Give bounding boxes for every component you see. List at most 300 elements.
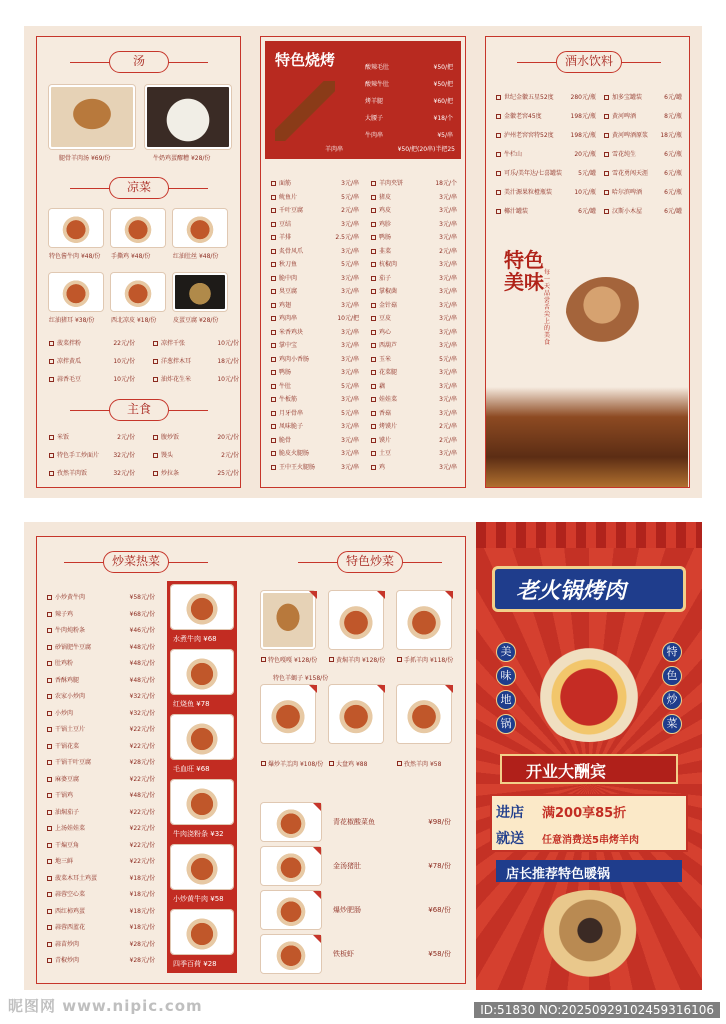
checkbox-icon — [371, 222, 376, 227]
item-price: 3元/串 — [341, 328, 359, 336]
item-name: 地三鲜 — [55, 858, 74, 865]
special-dish-photo — [261, 591, 315, 649]
bbq-item — [371, 355, 457, 365]
item-name: 鱿鱼片 — [279, 193, 298, 201]
item-name: 油炸花生米 — [161, 376, 192, 383]
checkbox-icon — [47, 744, 52, 749]
item-name: 青花椒酸菜鱼 — [333, 818, 375, 826]
checkbox-icon — [604, 133, 609, 138]
checkbox-icon — [271, 465, 276, 470]
special-dish-photo — [329, 685, 383, 743]
checkbox-icon — [271, 208, 276, 213]
item-name: 黄河啤酒 — [612, 113, 637, 120]
soup-photo-1 — [49, 85, 135, 149]
item-name: 干锅土豆片 — [55, 726, 86, 733]
poster-tag-right: 特 — [662, 642, 682, 662]
bbq-item — [271, 463, 359, 473]
item-price: 3元/串 — [341, 436, 359, 444]
checkbox-icon — [371, 316, 376, 321]
item-name: 米饭 — [57, 434, 70, 441]
checkbox-icon — [49, 341, 54, 346]
item-price: ¥22元/份 — [129, 858, 155, 865]
poster-title: 老火锅烤肉 — [516, 578, 627, 604]
bbq-item — [371, 206, 457, 216]
item-name: 金汤猪肚 — [333, 862, 361, 870]
item-price: 3元/串 — [439, 342, 457, 349]
bbq-item — [371, 301, 457, 311]
stirfry-item — [47, 775, 155, 785]
item-price: 3元/串 — [341, 301, 359, 309]
dish-price: ¥68 — [196, 765, 210, 773]
checkbox-icon — [371, 208, 376, 213]
item-name: 鸡皮 — [379, 207, 392, 214]
item-price: 3元/串 — [341, 247, 359, 255]
item-price: 18元/份 — [217, 358, 239, 365]
bbq-item — [271, 260, 359, 270]
checkbox-icon — [271, 316, 276, 321]
menu-sheet-bottom — [24, 522, 702, 990]
item-price: 3元/串 — [439, 234, 457, 241]
item-name: 香菇 — [379, 409, 392, 417]
item-name: 豆结 — [279, 220, 292, 228]
special-list-photo — [261, 935, 321, 973]
bbq-item — [371, 463, 457, 473]
drink-item — [496, 169, 596, 179]
checkbox-icon — [271, 330, 276, 335]
item-name: 月牙骨串 — [279, 409, 304, 417]
cold-list-item — [49, 339, 135, 349]
item-price: ¥48元/份 — [129, 660, 155, 667]
drink-item — [604, 150, 682, 160]
checkbox-icon — [371, 262, 376, 267]
checkbox-icon — [49, 359, 54, 364]
bbq-item — [371, 341, 457, 351]
cold-photo-caption — [49, 251, 100, 260]
item-price: ¥22元/份 — [129, 775, 155, 783]
item-name: 牛栏山 — [504, 151, 523, 158]
special-dish-caption — [397, 655, 453, 664]
panel-drinks — [485, 36, 690, 488]
drinks-title: 酒水饮料 — [556, 51, 622, 73]
watermark-left: 昵图网 www.nipic.com — [8, 997, 203, 1015]
item-price: ¥48元/份 — [129, 643, 155, 651]
checkbox-icon — [371, 411, 376, 416]
item-name: 菠菜拌粉 — [57, 340, 82, 347]
item-name: 干煸豆角 — [55, 841, 80, 849]
item-name: 世纪金徽五星52度 — [504, 94, 554, 101]
drink-item — [604, 207, 682, 217]
stirfry-item — [47, 791, 155, 801]
dish-price: ¥88 — [355, 761, 368, 768]
item-price: ¥18/个 — [433, 115, 453, 122]
item-name: 菠菜木耳土鸡蛋 — [55, 874, 98, 882]
item-name: 茄子 — [379, 274, 392, 282]
dish-price: ¥128/份 — [361, 657, 386, 664]
item-name: 韭菜 — [379, 247, 392, 255]
item-price: 3元/串 — [341, 355, 359, 363]
item-price: 3元/串 — [439, 193, 457, 201]
item-name: 脆骨 — [279, 436, 292, 444]
item-price: 3元/串 — [341, 423, 359, 430]
dish-price: ¥18/份 — [136, 317, 157, 324]
hot-dish-photo — [171, 910, 233, 954]
checkbox-icon — [271, 357, 276, 362]
corner-flag-icon — [313, 935, 321, 943]
item-price: 22元/份 — [113, 340, 135, 347]
special-list-item — [333, 905, 451, 915]
dish-name: 特色嘎嘎 — [268, 657, 293, 664]
checkbox-icon — [371, 357, 376, 362]
dish-name: 大盘鸡 — [336, 761, 355, 768]
item-price: ¥50/把 — [433, 81, 453, 88]
checkbox-icon — [604, 209, 609, 214]
item-price: 3元/串 — [341, 369, 359, 376]
item-name: 王中王火腿肠 — [279, 463, 316, 471]
checkbox-icon — [47, 958, 52, 963]
item-price: ¥32元/份 — [129, 693, 155, 700]
dish-name: 毛血旺 — [173, 765, 194, 773]
poster-tag-left: 味 — [496, 666, 516, 686]
special-list-photo — [261, 891, 321, 929]
bbq-item — [371, 220, 457, 230]
checkbox-icon — [371, 465, 376, 470]
item-name: 椰汁罐装 — [504, 208, 529, 215]
stirfry-item — [47, 874, 155, 884]
poster-tag-right: 炒 — [662, 690, 682, 710]
special-dish-caption — [261, 759, 323, 768]
item-name: 金徽老窖45度 — [504, 113, 542, 120]
item-price: 10元/份 — [113, 358, 135, 365]
item-name: 大腰子 — [365, 115, 384, 122]
item-price: 3元/串 — [341, 342, 359, 349]
drink-item — [496, 207, 596, 217]
drink-item — [496, 93, 596, 103]
promo-small-text: 每一天品尝舌尖上的美食 — [544, 269, 551, 346]
dish-price: ¥118/份 — [429, 657, 454, 664]
dish-name: 手撕鸡 — [111, 253, 130, 260]
checkbox-icon — [329, 657, 334, 662]
stirfry-item — [47, 907, 155, 917]
soup-photo-2 — [145, 85, 231, 149]
checkbox-icon — [153, 453, 158, 458]
staple-list-item — [153, 469, 239, 479]
corner-flag-icon — [377, 685, 385, 693]
item-name: 孜然羊肉饭 — [57, 470, 88, 477]
dumpling-image — [566, 277, 646, 347]
checkbox-icon — [604, 171, 609, 176]
drink-item — [604, 169, 682, 179]
item-name: 杭椒肉 — [379, 261, 398, 268]
stirfry-item — [47, 824, 155, 834]
item-price: 2元/串 — [439, 423, 457, 430]
stirfry-item — [47, 676, 155, 686]
item-name: 辣子鸡 — [55, 610, 74, 618]
staple-list-item — [49, 451, 135, 461]
item-price: ¥48元/份 — [129, 792, 155, 799]
checkbox-icon — [47, 595, 52, 600]
item-price: 5元/串 — [341, 261, 359, 268]
bbq-item — [371, 314, 457, 324]
cold-photo — [173, 273, 227, 311]
dish-price: ¥48/份 — [80, 253, 101, 260]
stirfry-item — [47, 758, 155, 768]
item-price: ¥18元/份 — [129, 874, 155, 882]
checkbox-icon — [47, 727, 52, 732]
checkbox-icon — [371, 195, 376, 200]
item-name: 爆炒肥肠 — [333, 906, 361, 914]
item-price: 198元/瓶 — [570, 132, 596, 139]
bbq-item — [371, 368, 457, 378]
checkbox-icon — [371, 249, 376, 254]
item-price: ¥18元/份 — [129, 907, 155, 915]
checkbox-icon — [271, 276, 276, 281]
item-name: 蒜香毛豆 — [57, 376, 82, 383]
special-list-item — [333, 861, 451, 871]
special-dish-photo — [397, 591, 451, 649]
soup-caption-1: 腿骨羊肉汤 ¥69/份 — [59, 155, 111, 162]
item-price: 3元/串 — [439, 396, 457, 403]
item-price: 3元/串 — [439, 369, 457, 376]
item-price: 3元/串 — [439, 382, 457, 390]
staple-list-item — [49, 433, 135, 443]
checkbox-icon — [271, 181, 276, 186]
stirfry-item — [47, 890, 155, 900]
bbq-item — [371, 409, 457, 419]
dish-name: 爆炒羊羔肉 — [268, 761, 299, 768]
checkbox-icon — [271, 343, 276, 348]
checkbox-icon — [271, 370, 276, 375]
item-price: ¥5/串 — [437, 132, 453, 139]
item-name: 金针菇 — [379, 301, 398, 309]
checkbox-icon — [371, 370, 376, 375]
checkbox-icon — [604, 190, 609, 195]
checkbox-icon — [49, 435, 54, 440]
checkbox-icon — [496, 171, 501, 176]
bbq-feature-item — [365, 80, 453, 90]
checkbox-icon — [49, 471, 54, 476]
item-price: ¥58/份 — [428, 950, 451, 958]
checkbox-icon — [271, 424, 276, 429]
item-price: 20元/瓶 — [574, 151, 596, 158]
checkbox-icon — [47, 909, 52, 914]
item-name: 羊肉夹饼 — [379, 180, 404, 187]
item-name: 油焖茄子 — [55, 808, 80, 816]
stirfry-item — [47, 923, 155, 933]
special-dish-caption — [261, 655, 317, 664]
item-price: 2元/串 — [439, 247, 457, 255]
drink-item — [496, 150, 596, 160]
checkbox-icon — [271, 451, 276, 456]
item-price: 6元/瓶 — [664, 189, 682, 196]
bbq-item — [371, 260, 457, 270]
soup-title: 汤 — [109, 51, 169, 73]
checkbox-icon — [47, 678, 52, 683]
drink-item — [604, 131, 682, 141]
stirfry-item — [47, 626, 155, 636]
checkbox-icon — [271, 195, 276, 200]
promo1-text: 满200享85折 — [542, 806, 627, 821]
corner-flag-icon — [309, 685, 317, 693]
poster-tag-left: 地 — [496, 690, 516, 710]
item-name: 面筋 — [279, 180, 292, 187]
checkbox-icon — [496, 95, 501, 100]
bbq-item — [371, 328, 457, 338]
item-price: 2元/串 — [341, 207, 359, 214]
checkbox-icon — [47, 612, 52, 617]
item-price: ¥98/份 — [428, 818, 451, 826]
item-name: 香酥鸡腿 — [55, 676, 80, 684]
checkbox-icon — [271, 438, 276, 443]
hot-dish-photo — [171, 845, 233, 889]
hot-dish-caption — [173, 959, 217, 969]
cold-photo — [173, 209, 227, 247]
special-dish-photo — [261, 685, 315, 743]
cold-photo-caption — [173, 251, 218, 260]
bbq-feature-item — [365, 63, 453, 73]
checkbox-icon — [271, 235, 276, 240]
dish-price: ¥58 — [429, 761, 442, 768]
hot-dish-photo — [171, 585, 233, 629]
dish-price: ¥68 — [203, 635, 217, 643]
warm-pot-image — [532, 890, 648, 980]
item-name: 鸭肠 — [379, 234, 392, 241]
item-price: 3元/串 — [439, 220, 457, 228]
dish-price: ¥128/份 — [293, 657, 318, 664]
bbq-item — [271, 355, 359, 365]
corner-flag-icon — [445, 591, 453, 599]
checkbox-icon — [47, 694, 52, 699]
cold-photo-caption — [111, 315, 156, 324]
bbq-item — [271, 193, 359, 203]
item-name: 青椒炒肉 — [55, 957, 80, 964]
checkbox-icon — [47, 711, 52, 716]
checkbox-icon — [496, 114, 501, 119]
dish-name: 特色酱牛肉 — [49, 253, 80, 260]
food-photo-bottom — [486, 387, 688, 487]
cold-photo — [111, 209, 165, 247]
item-name: 可乐/美年达/七喜罐装 — [504, 170, 563, 177]
item-price: 3元/串 — [439, 261, 457, 268]
checkbox-icon — [271, 262, 276, 267]
item-name: 凉拌千张 — [161, 340, 186, 347]
item-name: 干锅花菜 — [55, 742, 80, 750]
item-name: 鸡翅 — [279, 301, 292, 309]
item-name: 猪皮 — [379, 193, 392, 201]
stirfry-title: 炒菜热菜 — [103, 551, 169, 573]
dish-name: 西北凉皮 — [111, 317, 136, 324]
item-name: 千叶豆腐 — [279, 207, 304, 214]
drink-item — [604, 93, 682, 103]
stirfry-item — [47, 659, 155, 669]
item-name: 烤羊腿 — [365, 98, 384, 105]
item-price: 198元/瓶 — [570, 113, 596, 120]
cold-list-item — [49, 357, 135, 367]
item-price: ¥28元/份 — [129, 759, 155, 766]
checkbox-icon — [47, 760, 52, 765]
corner-flag-icon — [313, 891, 321, 899]
hot-dish-caption — [173, 764, 210, 774]
item-price: ¥28元/份 — [129, 957, 155, 964]
item-price: 10元/份 — [113, 376, 135, 383]
item-price: ¥68/份 — [428, 906, 451, 914]
item-name: 臭豆腐 — [279, 288, 298, 295]
item-name: 黄河啤酒原浆 — [612, 132, 649, 139]
item-name: 花菜腿 — [379, 369, 398, 376]
bbq-item — [271, 436, 359, 446]
bbq-item — [271, 368, 359, 378]
bbq-item — [271, 274, 359, 284]
item-price: ¥18元/份 — [129, 924, 155, 931]
soup-caption-2: 牛奶鸡蛋醪糟 ¥28/份 — [153, 155, 211, 162]
cold-title: 凉菜 — [109, 177, 169, 199]
item-name: 羊肉串 — [325, 146, 344, 153]
item-price: ¥68元/份 — [129, 610, 155, 618]
hot-dish-caption — [173, 829, 224, 839]
checkbox-icon — [371, 384, 376, 389]
item-price: 25元/份 — [217, 470, 239, 477]
special-grid-note: 特色羊蝎子 ¥158/份 — [273, 675, 329, 682]
cold-photo — [111, 273, 165, 311]
item-name: 牛肉串 — [365, 132, 384, 139]
item-price: 3元/串 — [439, 288, 457, 295]
item-name: 小炒肉 — [55, 709, 74, 717]
checkbox-icon — [371, 330, 376, 335]
item-price: 2元/份 — [221, 452, 239, 459]
checkbox-icon — [371, 424, 376, 429]
bbq-title: 特色烧烤 — [275, 51, 336, 69]
item-price: ¥22元/份 — [129, 808, 155, 816]
item-name: 掌中宝 — [279, 342, 298, 349]
stirfry-item — [47, 709, 155, 719]
dish-name: 小炒黄牛肉 — [173, 895, 208, 903]
bbq-item — [371, 193, 457, 203]
item-name: 酸辣牛肚 — [365, 81, 390, 88]
item-price: 3元/串 — [341, 450, 359, 457]
special-dish-caption — [329, 759, 367, 768]
checkbox-icon — [47, 645, 52, 650]
stirfry-item — [47, 692, 155, 702]
checkbox-icon — [49, 453, 54, 458]
item-name: 脆中肉 — [279, 274, 298, 282]
hot-dish-caption — [173, 634, 217, 644]
item-name: 烤馍片 — [379, 423, 398, 430]
checkbox-icon — [271, 397, 276, 402]
bbq-item — [271, 287, 359, 297]
item-name: 蒜苗炒肉 — [55, 940, 80, 948]
checkbox-icon — [153, 359, 158, 364]
bbq-item — [271, 301, 359, 311]
checkbox-icon — [153, 435, 158, 440]
item-name: 秋刀鱼 — [279, 261, 298, 268]
watermark-id: ID:51830 NO:20250929102459316106 — [474, 1002, 720, 1018]
bbq-item — [371, 179, 457, 189]
special-dish-photo — [329, 591, 383, 649]
bbq-item — [371, 395, 457, 405]
item-price: 3元/串 — [341, 396, 359, 403]
item-price: 3元/串 — [341, 274, 359, 282]
item-price: 20元/份 — [217, 434, 239, 441]
poster-curtain — [476, 522, 702, 548]
bbq-item — [271, 233, 359, 243]
bbq-header — [265, 41, 461, 159]
cold-list-item — [153, 339, 239, 349]
item-price: 2元/串 — [439, 436, 457, 444]
item-name: 炒拉条 — [161, 470, 180, 477]
item-price: ¥60/把 — [433, 98, 453, 105]
item-name: 西葫芦 — [379, 342, 398, 349]
bbq-item — [271, 382, 359, 392]
checkbox-icon — [496, 152, 501, 157]
